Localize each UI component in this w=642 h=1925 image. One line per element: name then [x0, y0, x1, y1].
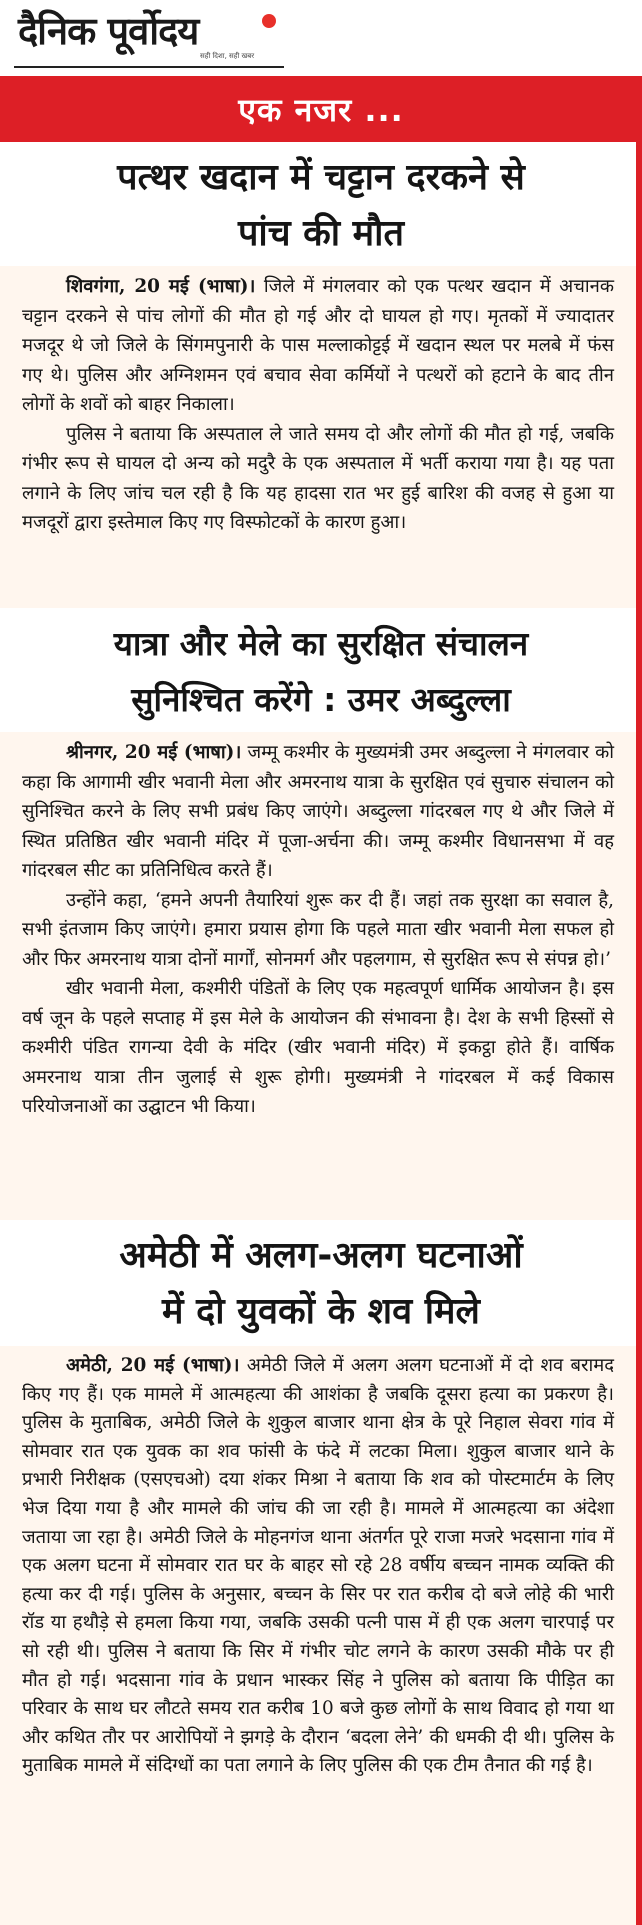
logo-sun-icon	[262, 14, 276, 28]
article-paragraph: उन्होंने कहा, ‘हमने अपनी तैयारियां शुरू कर दी हैं। जहां तक सुरक्षा का सवाल है, सभी इंतजाम किए जाएंगे। हमारा प्रयास होगा कि पहले माता खीर भवानी मेला सफल हो और फिर अमरनाथ यात्रा दोनों मार्गों, सोनमर्ग और पहलगाम, से सुरक्षित रूप से संपन्न हो।’	[22, 889, 614, 970]
masthead	[0, 0, 642, 74]
article-dateline: अमेठी, 20 मई (भाषा)।	[66, 1355, 240, 1376]
article-headline	[0, 1220, 642, 1346]
article-body	[0, 266, 642, 544]
headline-line-2: पांच की मौत	[237, 213, 405, 254]
article-paragraph: श्रीनगर, 20 मई (भाषा)। जम्मू कश्मीर के मुख्यमंत्री उमर अब्दुल्ला ने मंगलवार को कहा कि आगामी खीर भवानी मेला और अमरनाथ यात्रा के सुरक्षित एवं सुचारु संचालन को सुनिश्चित करने के लिए सभी प्रबंध किए जाएंगे। अब्दुल्ला गांदरबल गए थे और जिले में स्थित प्रतिष्ठित खीर भवानी मंदिर में पूजा-अर्चना की। जम्मू कश्मीर विधानसभा में वह गांदरबल सीट का प्रतिनिधित्व करते हैं।	[22, 742, 614, 881]
headline-line-2: में दो युवकों के शव मिले	[162, 1291, 480, 1332]
article-paragraph: शिवगंगा, 20 मई (भाषा)। जिले में मंगलवार को एक पत्थर खदान में अचानक चट्टान दरकने से पांच लोगों की मौत हो गई और दो घायल हो गए। मृतकों में ज्यादातर मजदूर थे जो जिले के सिंगमपुनारी के पास मल्लाकोट्टई में खदान स्थल पर मलबे में फंस गए थे। पुलिस और अग्निशमन एवं बचाव सेवा कर्मियों ने पत्थरों को हटाने के बाद तीन लोगों के शवों को बाहर निकाला।	[22, 276, 615, 415]
newspaper-logo: दैनिक पूर्वोदय	[18, 9, 199, 53]
article-headline	[0, 608, 642, 732]
newspaper-tagline: सही दिशा, सही खबर	[200, 52, 255, 60]
article-right-accent	[636, 608, 642, 1220]
article-dateline: शिवगंगा, 20 मई (भाषा)।	[66, 276, 256, 297]
masthead-rule	[14, 66, 284, 68]
article-headline	[0, 142, 642, 266]
headline-line-2: सुनिश्चित करेंगे : उमर अब्दुल्ला	[131, 680, 511, 719]
article-stone-quarry	[0, 142, 642, 608]
article-body	[0, 732, 642, 1128]
section-banner-title: एक नजर ...	[238, 90, 404, 129]
article-kheer-bhawani	[0, 608, 642, 1220]
article-dateline: श्रीनगर, 20 मई (भाषा)।	[66, 742, 242, 763]
article-right-accent	[636, 142, 642, 608]
article-paragraph: अमेठी, 20 मई (भाषा)। अमेठी जिले में अलग अलग घटनाओं में दो शव बरामद किए गए हैं। एक मामले में आत्महत्या की आशंका है जबकि दूसरा हत्या का प्रकरण है। पुलिस के मुताबिक, अमेठी जिले के शुकुल बाजार थाना क्षेत्र के पूरे निहाल सेवरा गांव में सोमवार रात एक युवक का शव फांसी के फंदे में लटका मिला। शुकुल बाजार थाने के प्रभारी निरीक्षक (एसएचओ) दया शंकर मिश्रा ने बताया कि शव को पोस्टमार्टम के लिए भेज दिया गया है और मामले की जांच की जा रही है। मामले में आत्महत्या का अंदेशा जताया जा रहा है। अमेठी जिले के मोहनगंज थाना अंतर्गत पूरे राजा मजरे भदसाना गांव में एक अलग घटना में सोमवार रात घर के बाहर सो रहे 28 वर्षीय बच्चन नामक व्यक्ति की हत्या कर दी गई। पुलिस के अनुसार, बच्चन के सिर पर रात करीब दो बजे लोहे की भारी रॉड या हथौड़े से हमला किया गया, जबकि उसकी पत्नी पास में ही एक अलग चारपाई पर सो रही थी। पुलिस ने बताया कि सिर में गंभीर चोट लगने के कारण उसकी मौके पर ही मौत हो गई। भदसाना गांव के प्रधान भास्कर सिंह ने पुलिस को बताया कि पीड़ित का परिवार के साथ घर लौटते समय रात करीब 10 बजे कुछ लोगों के साथ विवाद हो गया था और कथित तौर पर आरोपियों ने झगड़े के दौरान ‘बदला लेने’ की धमकी दी थी। पुलिस के मुताबिक मामले में संदिग्धों का पता लगाने के लिए पुलिस की एक टीम तैनात की गई है।	[22, 1355, 614, 1777]
headline-line-1: यात्रा और मेले का सुरक्षित संचालन	[113, 624, 529, 663]
article-paragraph: पुलिस ने बताया कि अस्पताल ले जाते समय दो और लोगों की मौत हो गई, जबकि गंभीर रूप से घायल दो अन्य को मदुरै के एक अस्पताल में भर्ती कराया गया है। यह पता लगाने के लिए जांच चल रही है कि यह हादसा रात भर हुई बारिश की वजह से हुआ या मजदूरों द्वारा इस्तेमाल किए गए विस्फोटकों के कारण हुआ।	[22, 423, 614, 533]
article-paragraph: खीर भवानी मेला, कश्मीरी पंडितों के लिए एक महत्वपूर्ण धार्मिक आयोजन है। इस वर्ष जून के पहले सप्ताह में इस मेले के आयोजन की संभावना है। देश के सभी हिस्सों से कश्मीरी पंडित रागन्या देवी के मंदिर (खीर भवानी मंदिर) में इकट्ठा होते हैं। वार्षिक अमरनाथ यात्रा तीन जुलाई से शुरू होगी। मुख्यमंत्री ने गांदरबल में कई विकास परियोजनाओं का उद्घाटन भी किया।	[22, 978, 614, 1117]
article-right-accent	[636, 1220, 642, 1925]
headline-line-1: पत्थर खदान में चट्टान दरकने से	[117, 157, 525, 198]
article-body	[0, 1346, 642, 1787]
article-amethi-bodies	[0, 1220, 642, 1925]
headline-line-1: अमेठी में अलग-अलग घटनाओं	[119, 1235, 523, 1276]
section-banner	[0, 76, 642, 142]
